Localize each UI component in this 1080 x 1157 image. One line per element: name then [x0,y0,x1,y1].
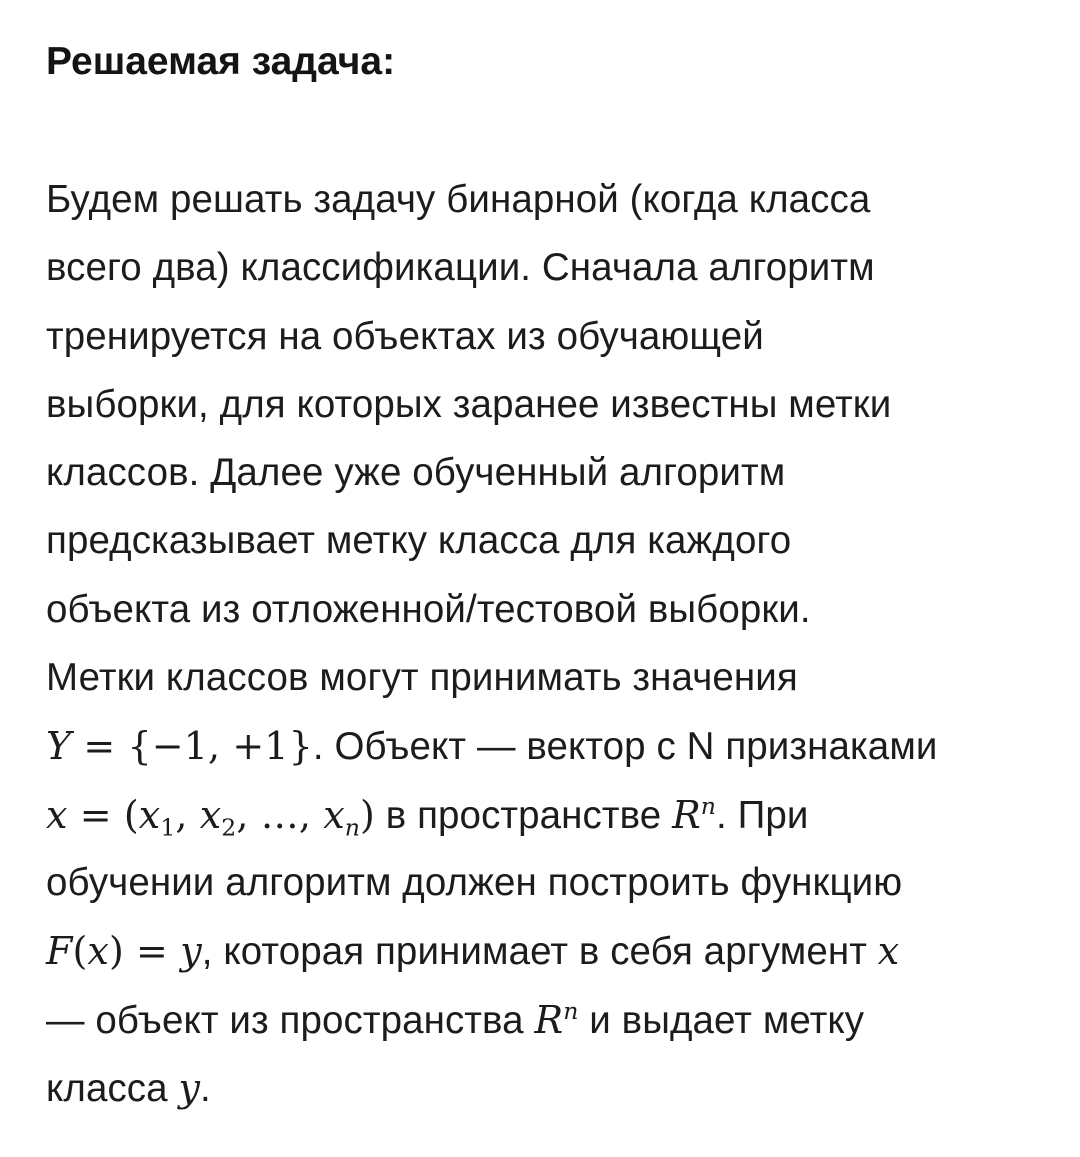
math-space-rn: $R^n$ [672,791,717,837]
section-heading: Решаемая задача: [46,40,396,83]
paragraph-line-5: классов. Далее уже обученный алгоритм [46,451,786,495]
paragraph [46,166,1046,1122]
paragraph-line-12: F(x) = y, которая принимает в себя аргумент x [46,929,900,974]
math-function: F(x) = y [46,929,202,974]
paragraph-line-6: предсказывает метку класса для каждого [46,519,792,563]
paragraph-line-9: Y = {−1, +1}. Объект — вектор с N признаками [46,724,938,769]
paragraph-line-3: тренируется на объектах из обучающей [46,314,764,358]
math-arg-x: x [877,929,900,974]
math-label-set: Y = {−1, +1} [46,724,313,769]
math-label-y: y [178,1065,201,1110]
paragraph-line-7: объекта из отложенной/тестовой выборки. [46,587,811,631]
paragraph-line-14: класса y. [46,1065,211,1110]
paragraph-line-11: обучении алгоритм должен построить функцию [46,860,903,904]
paragraph-line-4: выборки, для которых заранее известны метки [46,382,892,426]
paragraph-line-1: Будем решать задачу бинарной (когда класса [46,178,871,221]
paragraph-line-2: всего два) классификации. Сначала алгоритм [46,246,875,290]
paragraph-line-10: $x = (x_1$, $x_2$, …, $x_n$) в пространстве $R^n$. При [46,791,809,842]
math-space-rn-2: $R^n$ [534,996,579,1042]
paragraph-line-13: — объект из пространства $R^n$ и выдает метку [46,996,865,1042]
math-feature-vector: $x = (x_1$, $x_2$, …, $x_n$) [46,792,375,842]
paragraph-line-8: Метки классов могут принимать значения [46,656,798,700]
